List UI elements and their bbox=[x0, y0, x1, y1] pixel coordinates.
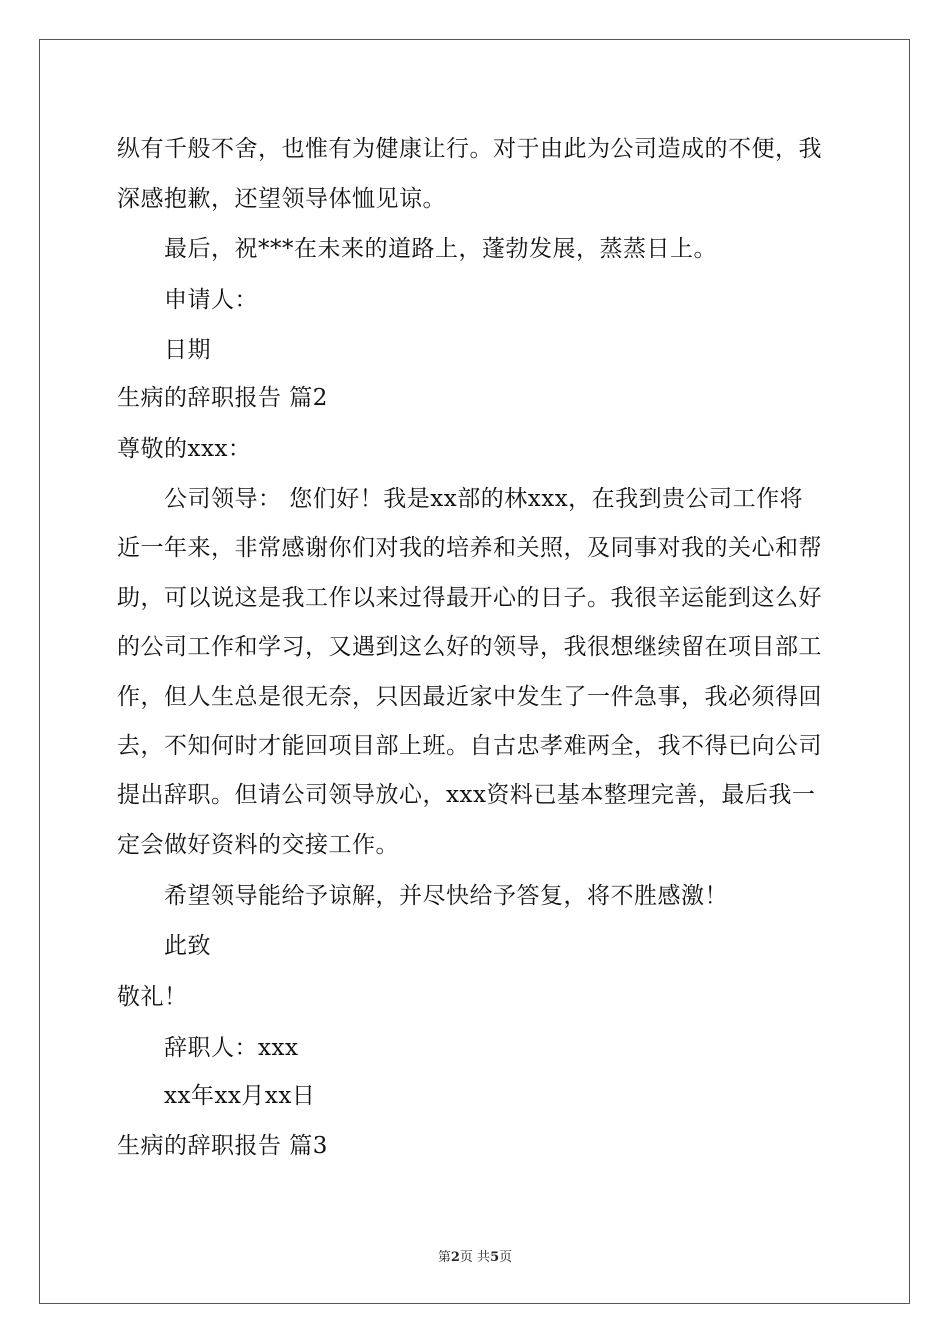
paragraph-line: 的公司工作和学习，又遇到这么好的领导，我很想继续留在项目部工 bbox=[117, 634, 822, 660]
page-mid: 页 共 bbox=[459, 1250, 491, 1265]
page-total: 5 bbox=[490, 1250, 500, 1265]
applicant-label: 申请人： bbox=[164, 287, 258, 313]
closing-salute: 敬礼！ bbox=[117, 984, 188, 1010]
page-border bbox=[39, 39, 910, 1304]
date-line: xx年xx月xx日 bbox=[164, 1083, 316, 1109]
paragraph-line: 定会做好资料的交接工作。 bbox=[117, 832, 399, 858]
paragraph-line: 提出辞职。但请公司领导放心，xxx资料已基本整理完善，最后我一 bbox=[117, 782, 816, 808]
section-heading: 生病的辞职报告 篇3 bbox=[117, 1133, 328, 1159]
page-prefix: 第 bbox=[437, 1250, 451, 1265]
resigner-label: 辞职人：xxx bbox=[164, 1035, 299, 1061]
paragraph-line: 希望领导能给予谅解，并尽快给予答复，将不胜感激！ bbox=[164, 883, 728, 909]
paragraph-line: 去，不知何时才能回项目部上班。自古忠孝难两全，我不得已向公司 bbox=[117, 733, 822, 759]
date-label: 日期 bbox=[164, 337, 211, 363]
closing-phrase: 此致 bbox=[164, 933, 211, 959]
paragraph-line: 纵有千般不舍，也惟有为健康让行。对于由此为公司造成的不便，我 bbox=[117, 136, 822, 162]
page-number: 2 bbox=[450, 1250, 460, 1265]
page-footer bbox=[0, 1246, 950, 1265]
section-heading: 生病的辞职报告 篇2 bbox=[117, 385, 328, 411]
closing-wish: 最后，祝***在未来的道路上，蓬勃发展，蒸蒸日上。 bbox=[164, 236, 717, 262]
paragraph-line: 公司领导： 您们好！我是xx部的林xxx，在我到贵公司工作将 bbox=[164, 486, 804, 512]
salutation: 尊敬的xxx： bbox=[117, 436, 252, 462]
paragraph-line: 深感抱歉，还望领导体恤见谅。 bbox=[117, 186, 446, 212]
paragraph-line: 近一年来，非常感谢你们对我的培养和关照，及同事对我的关心和帮 bbox=[117, 535, 822, 561]
paragraph-line: 助，可以说这是我工作以来过得最开心的日子。我很辛运能到这么好 bbox=[117, 585, 822, 611]
paragraph-line: 作，但人生总是很无奈，只因最近家中发生了一件急事，我必须得回 bbox=[117, 684, 822, 710]
page-suffix: 页 bbox=[499, 1250, 513, 1265]
